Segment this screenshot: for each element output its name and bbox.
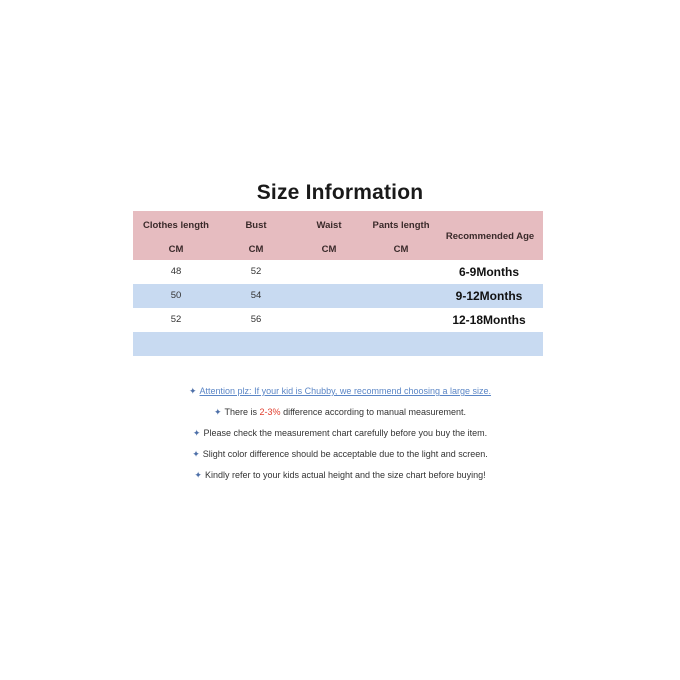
cell-clothes-length: 50 [170, 290, 182, 301]
cell-recommended-age: 12-18Months [452, 313, 526, 327]
cell-recommended-age: 6-9Months [459, 265, 519, 279]
cell-bust: 52 [250, 266, 262, 277]
size-table [133, 211, 543, 356]
note-attention [0, 385, 680, 406]
header-pants-length: Pants length [372, 220, 430, 231]
table-row [133, 284, 543, 308]
note-refer-height-text: Kindly refer to your kids actual height and the size chart before buying! [204, 470, 486, 480]
cell-recommended-age: 9-12Months [455, 289, 523, 303]
sparkle-icon: ✦ [192, 449, 200, 459]
note-difference [0, 406, 680, 427]
note-refer-height [0, 469, 680, 490]
table-row [133, 260, 543, 284]
header-recommended-age: Recommended Age [445, 231, 535, 242]
sparkle-icon: ✦ [192, 428, 201, 438]
note-check-chart [0, 427, 680, 448]
cell-clothes-length: 52 [170, 314, 182, 325]
cell-bust: 56 [250, 314, 262, 325]
sparkle-icon: ✦ [188, 386, 197, 396]
note-check-chart-text: Please check the measurement chart carefully before you buy the item. [203, 428, 488, 438]
header-waist: Waist [316, 220, 342, 231]
sparkle-icon: ✦ [194, 470, 202, 480]
table-row-empty [133, 332, 543, 356]
sparkle-icon: ✦ [213, 407, 222, 417]
cell-bust: 54 [250, 290, 262, 301]
notes-section [0, 385, 680, 490]
header-clothes-length: Clothes length [143, 220, 209, 231]
unit-clothes-length: CM [168, 244, 184, 255]
unit-pants-length: CM [393, 244, 409, 255]
note-color-difference-text: Slight color difference should be acceptable due to the light and screen. [202, 449, 488, 459]
unit-bust: CM [248, 244, 264, 255]
note-difference-suffix: difference according to manual measurement. [280, 407, 466, 417]
cell-clothes-length: 48 [170, 266, 182, 277]
note-difference-value: 2-3% [259, 407, 281, 417]
table-header [133, 211, 543, 260]
page-title: Size Information [256, 181, 424, 204]
note-color-difference [0, 448, 680, 469]
note-difference-prefix: There is [224, 407, 260, 417]
note-attention-text: Attention plz: If your kid is Chubby, we recommend choosing a large size. [199, 386, 492, 396]
header-bust: Bust [245, 220, 267, 231]
table-row [133, 308, 543, 332]
unit-waist: CM [321, 244, 337, 255]
